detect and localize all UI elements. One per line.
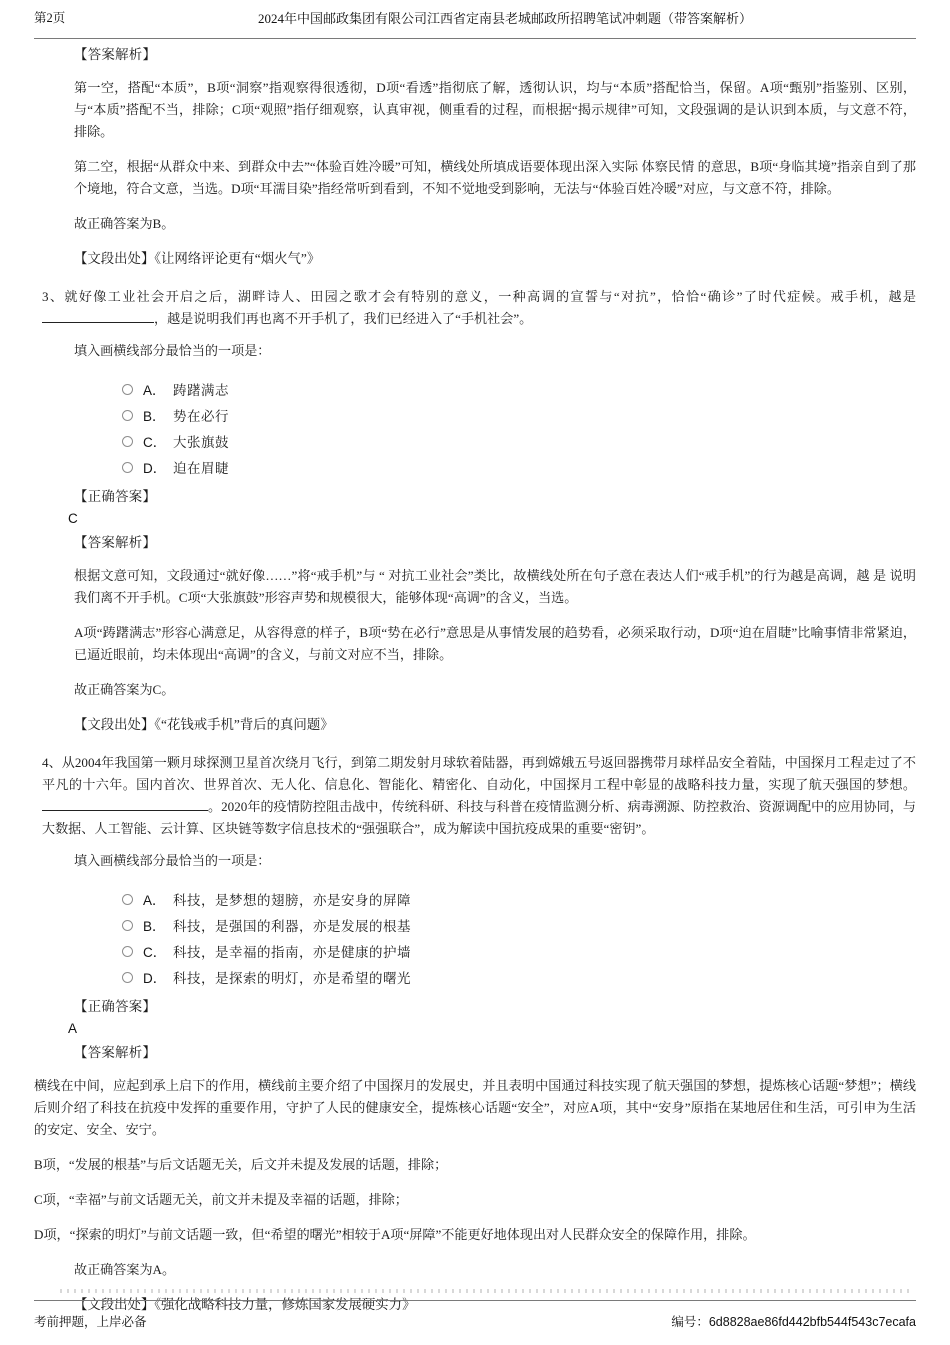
q3-option-d[interactable] [34, 454, 916, 480]
q2-source-label: 【文段出处】 [74, 251, 155, 266]
q4-option-a[interactable] [34, 886, 916, 912]
q4-option-d-letter: D． [143, 971, 167, 986]
q2-source-text: 《让网络评论更有“烟火气”》 [154, 251, 321, 266]
dotted-separator [60, 1289, 910, 1293]
footer-id-label: 编号： [671, 1315, 709, 1329]
q4-option-d-text: 科技，是探索的明灯，亦是希望的曙光 [173, 971, 411, 986]
radio-icon[interactable] [122, 972, 133, 983]
q3-option-b-letter: B． [143, 409, 166, 424]
q4-analysis-option-c: C项，“幸福”与前文话题无关，前文并未提及幸福的话题，排除； [34, 1192, 408, 1207]
q3-option-c[interactable] [34, 428, 916, 454]
q3-blank [42, 322, 154, 323]
q4-source-text: 《强化战略科技力量，修炼国家发展硬实力》 [154, 1297, 416, 1312]
q2-analysis-paragraph-1: 第一空，搭配“本质”，B项“洞察”指观察得很透彻，D项“看透”指彻底了解，透彻认识，均与“本质”搭配恰当，保留。A项“甄别”指鉴别、区别，与“本质”搭配不当，排除；C项“观照”指仔细观察，认真审视，侧重看的过程，而根据“揭示规律”可知，文段强调的是认识到本质，与文意不符，排除。 [74, 80, 916, 139]
q3-source-text: 《“花钱戒手机”背后的真问题》 [154, 717, 334, 732]
q3-option-a-letter: A． [143, 383, 166, 398]
q4-option-d[interactable] [34, 964, 916, 990]
q3-prompt: 填入画横线部分最恰当的一项是： [74, 343, 271, 358]
page-footer [34, 1300, 916, 1333]
q4-option-c-text: 科技，是幸福的指南，亦是健康的护墙 [173, 945, 411, 960]
radio-icon[interactable] [122, 436, 133, 447]
q3-option-d-text: 迫在眉睫 [173, 461, 229, 476]
q4-analysis-option-d: D项，“探索的明灯”与前文话题一致，但“希望的曙光”相较于A项“屏障”不能更好地体现出对人民群众安全的保障作用，排除。 [34, 1227, 756, 1242]
q2-conclusion: 故正确答案为B。 [74, 216, 175, 231]
q4-option-b-text: 科技，是强国的利器，亦是发展的根基 [173, 919, 411, 934]
q4-option-b-letter: B． [143, 919, 166, 934]
q3-analysis-paragraph-1: 根据文意可知，文段通过“就好像……”将“戒手机”与 “ 对抗工业社会”类比，故横线处所在句子意在表达人们“戒手机”的行为越是高调，越 是 说明我们离不开手机。C项“大张旗鼓”形容声势和规模很大，能够体现“高调”的含义，当选。 [74, 568, 916, 605]
q4-prompt: 填入画横线部分最恰当的一项是： [74, 853, 271, 868]
q3-option-d-letter: D． [143, 461, 167, 476]
q4-options [34, 880, 916, 990]
footer-slogan: 考前押题，上岸必备 [34, 1315, 147, 1329]
q3-stem [34, 286, 916, 330]
q3-option-c-letter: C． [143, 435, 167, 450]
page-header [34, 10, 916, 39]
q4-option-b[interactable] [34, 912, 916, 938]
q2-analysis-paragraph-2: 第二空，根据“从群众中来、到群众中去”“体验百姓冷暖”可知，横线处所填成语要体现出深入实际 体察民情 的意思，B项“身临其境”指亲自到了那个境地，符合文意，当选。D项“耳濡目染”指经常听到看到，不知不觉地受到影响，无法与“体验百姓冷暖”对应，与文意不符，排除。 [74, 159, 916, 196]
q3-options [34, 370, 916, 480]
radio-icon[interactable] [122, 920, 133, 931]
radio-icon[interactable] [122, 946, 133, 957]
header-page-number: 第2页 [34, 11, 66, 25]
radio-icon[interactable] [122, 384, 133, 395]
document-content [34, 44, 916, 1312]
q2-analysis-label: 【答案解析】 [74, 47, 157, 62]
q3-source [34, 714, 916, 736]
q4-analysis-option-b: B项，“发展的根基”与后文话题无关，后文并未提及发展的话题，排除； [34, 1157, 448, 1172]
q3-conclusion: 故正确答案为C。 [74, 682, 175, 697]
radio-icon[interactable] [122, 410, 133, 421]
q4-option-a-text: 科技，是梦想的翅膀，亦是安身的屏障 [173, 893, 411, 908]
q4-correct-answer: A [68, 1021, 78, 1036]
q4-stem [34, 752, 916, 840]
q3-correct-answer-label: 【正确答案】 [74, 489, 157, 504]
q2-source [34, 248, 916, 270]
q3-analysis-paragraph-2: A项“踌躇满志”形容心满意足，从容得意的样子，B项“势在必行”意思是从事情发展的趋势看，必须采取行动，D项“迫在眉睫”比喻事情非常紧迫，已逼近眼前，均未体现出“高调”的含义，与前文对应不当，排除。 [74, 625, 916, 662]
q4-stem-part1: 4、从2004年我国第一颗月球探测卫星首次绕月飞行，到第二期发射月球软着陆器，再到嫦娥五号返回器携带月球样品安全着陆，中国探月工程走过了不平凡的十六年。国内首次、世界首次、无人化、信息化、智能化、精密化、自动化，中国探月工程中彰显的战略科技力量，实现了航天强国的梦想。 [42, 755, 916, 792]
header-document-title: 2024年中国邮政集团有限公司江西省定南县老城邮政所招聘笔试冲刺题（带答案解析） [257, 11, 752, 26]
footer-id-value: 6d8828ae86fd442bfb544f543c7ecafa [708, 1315, 916, 1329]
q4-option-c[interactable] [34, 938, 916, 964]
q3-analysis-label: 【答案解析】 [74, 535, 157, 550]
q4-conclusion: 故正确答案为A。 [74, 1262, 176, 1277]
q3-option-a[interactable] [34, 376, 916, 402]
q3-stem-part2: ，越是说明我们再也离不开手机了，我们已经进入了“手机社会”。 [154, 311, 533, 326]
q4-correct-answer-label: 【正确答案】 [74, 999, 157, 1014]
footer-document-id [671, 1314, 916, 1331]
q4-analysis-paragraph-1: 横线在中间，应起到承上启下的作用，横线前主要介绍了中国探月的发展史，并且表明中国通过科技实现了航天强国的梦想，提炼核心话题“梦想”；横线后则介绍了科技在抗疫中发挥的重要作用，守护了人民的健康安全，提炼核心话题“安全”，对应A项，其中“安身”原指在某地居住和生活，可引申为生活的安定、安全、安宁。 [34, 1078, 916, 1137]
q4-stem-part2: 。2020年的疫情防控阻击战中，传统科研、科技与科普在疫情监测分析、病毒溯源、防控救治、资源调配中的应用协同，与大数据、人工智能、云计算、区块链等数字信息技术的“强强联合”，成为解读中国抗疫成果的重要“密钥”。 [42, 799, 916, 836]
q4-option-c-letter: C． [143, 945, 167, 960]
q3-source-label: 【文段出处】 [74, 717, 155, 732]
q4-analysis-label: 【答案解析】 [74, 1045, 157, 1060]
q3-correct-answer: C [68, 511, 78, 526]
q4-blank [42, 810, 208, 811]
q3-option-b-text: 势在必行 [173, 409, 229, 424]
q3-stem-part1: 3、就好像工业社会开启之后，湖畔诗人、田园之歌才会有特别的意义，一种高调的宣誓与“对抗”，恰恰“确诊”了时代症候。戒手机，越是 [42, 289, 916, 304]
q3-option-c-text: 大张旗鼓 [173, 435, 229, 450]
q4-source-label: 【文段出处】 [74, 1297, 155, 1312]
q3-option-a-text: 踌躇满志 [173, 383, 229, 398]
q3-option-b[interactable] [34, 402, 916, 428]
q4-option-a-letter: A． [143, 893, 166, 908]
radio-icon[interactable] [122, 462, 133, 473]
radio-icon[interactable] [122, 894, 133, 905]
